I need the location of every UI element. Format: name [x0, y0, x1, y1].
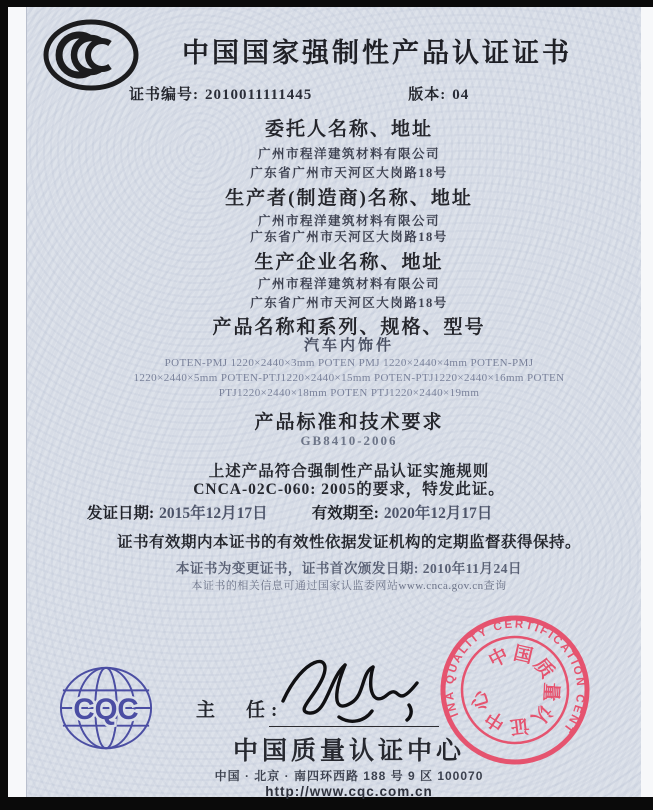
issue-date — [87, 501, 268, 523]
director-label: 主 任: — [196, 700, 284, 721]
applicant-name: 广州市程洋建筑材料有限公司 — [257, 147, 440, 161]
stamp-char: 认 — [526, 700, 556, 729]
models-line-1: POTEN-PMJ 1220×2440×3mm POTEN PMJ 1220×2440×4mm POTEN-PMJ — [164, 357, 534, 369]
stamp-char: 国 — [511, 643, 535, 668]
standard-heading: 产品标准和技术要求 — [254, 412, 444, 433]
models-line-2: 1220×2440×5mm POTEN-PTJ1220×2440×15mm POTEN-PTJ1220×2440×16mm POTEN — [133, 372, 565, 385]
org-website: http://www.cqc.com.cn — [265, 784, 433, 799]
models-line-3: PTJ1220×2440×18mm POTEN PTJ1220×2440×19mm — [218, 387, 480, 400]
product-name: 汽车内饰件 — [303, 338, 394, 354]
expiry-date — [312, 501, 493, 523]
manufacturer-name: 广州市程洋建筑材料有限公司 — [257, 214, 440, 228]
dates-row — [87, 501, 492, 523]
certificate-title: 中国国家强制性产品认证证书 — [182, 38, 572, 68]
manufacturer-heading: 生产者(制造商)名称、地址 — [225, 188, 473, 209]
standard-value: GB8410-2006 — [300, 433, 398, 448]
cqc-logo-text: CQC — [73, 692, 139, 726]
factory-heading: 生产企业名称、地址 — [254, 252, 444, 273]
issue-date-label: 发证日期: — [87, 505, 155, 522]
stamp-ring-text: CHINA QUALITY CERTIFICATION CENTRE — [443, 618, 587, 736]
supervision-note: 证书有效期内本证书的有效性依据发证机构的定期监督获得保持。 — [116, 534, 581, 551]
certificate-number-row — [129, 83, 469, 104]
signature-line — [269, 710, 439, 727]
issue-date-value: 2015年12月17日 — [159, 505, 268, 522]
stamp-char: 心 — [468, 688, 494, 713]
version-value: 04 — [452, 87, 470, 103]
factory-address: 广东省广州市天河区大岗路18号 — [250, 296, 448, 310]
stamp-char: 中 — [481, 705, 510, 734]
org-name: 中国质量认证中心 — [232, 738, 465, 765]
applicant-address: 广东省广州市天河区大岗路18号 — [250, 166, 448, 180]
version-label: 版本: — [408, 87, 447, 103]
expiry-date-label: 有效期至: — [311, 505, 379, 522]
red-seal-stamp — [437, 612, 593, 768]
stamp-char: 中 — [485, 644, 513, 673]
statement-line-1: 上述产品符合强制性产品认证实施规则 — [208, 463, 490, 480]
change-note: 本证书为变更证书，证书首次颁发日期: 2010年11月24日 — [175, 561, 523, 576]
product-heading: 产品名称和系列、规格、型号 — [212, 317, 486, 338]
query-note: 本证书的相关信息可通过国家认监委网站www.cnca.gov.cn查询 — [191, 580, 507, 592]
factory-name: 广州市程洋建筑材料有限公司 — [257, 277, 440, 291]
statement-line-2: CNCA-02C-060: 2005的要求，特发此证。 — [193, 481, 505, 498]
stamp-char: 量 — [539, 681, 562, 702]
expiry-date-value: 2020年12月17日 — [383, 505, 493, 522]
product-models — [57, 356, 641, 402]
certificate-paper — [26, 7, 641, 797]
cert-no-label: 证书编号: — [129, 87, 199, 103]
org-address: 中国 · 北京 · 南四环西路 188 号 9 区 100070 — [214, 769, 484, 783]
stamp-char: 质 — [529, 654, 558, 683]
ccc-mark-icon — [41, 16, 141, 94]
certificate-sheet — [8, 7, 653, 797]
manufacturer-address: 广东省广州市天河区大岗路18号 — [250, 230, 448, 244]
applicant-heading: 委托人名称、地址 — [264, 119, 433, 140]
cert-no-value: 2010011111445 — [205, 87, 313, 103]
stamp-char: 证 — [508, 713, 531, 737]
